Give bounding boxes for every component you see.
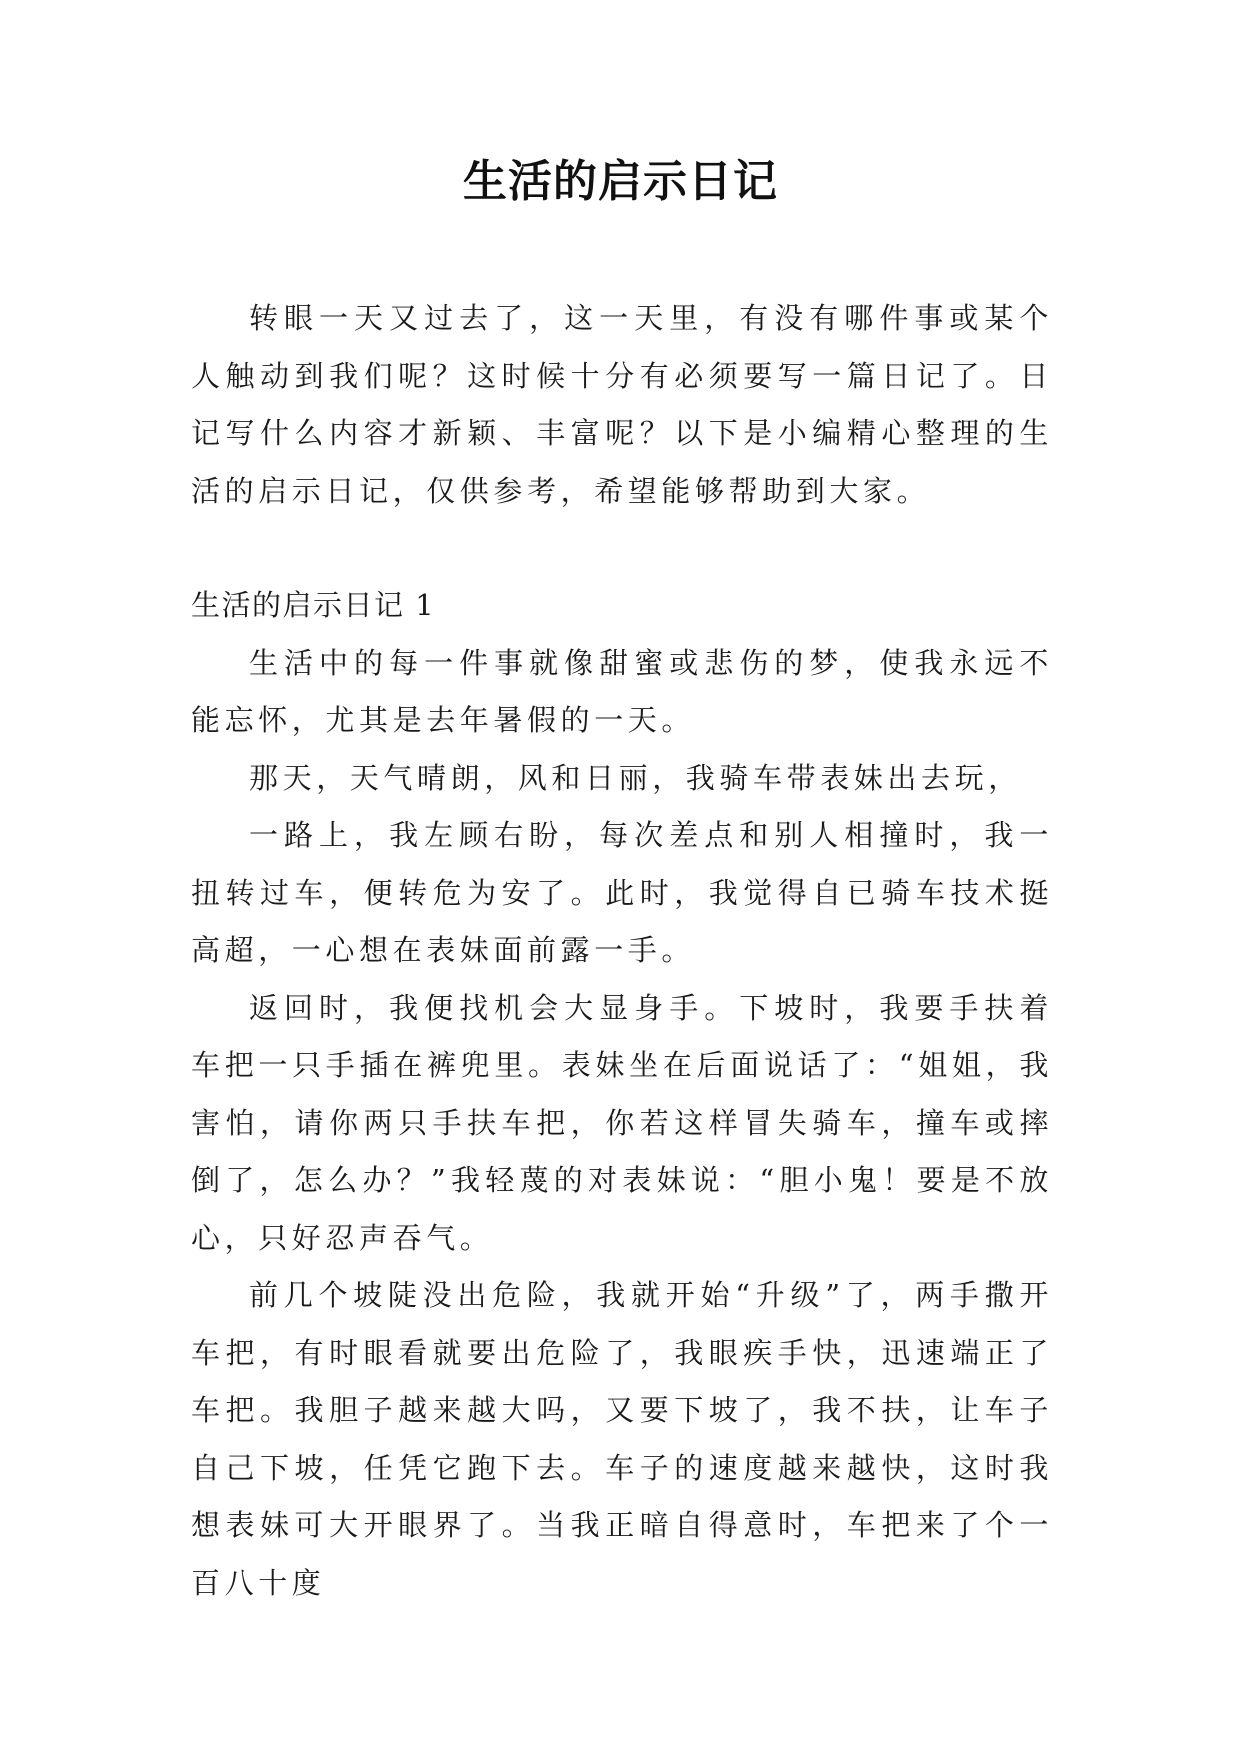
paragraph: 一路上，我左顾右盼，每次差点和别人相撞时，我一扭转过车，便转危为安了。此时，我觉得自已骑车技术挺高超，一心想在表妹面前露一手。 [191,818,1053,967]
document-title: 生活的启示日记 [463,156,778,207]
intro-block [191,290,1053,520]
paragraph: 返回时，我便找机会大显身手。下坡时，我要手扶着车把一只手插在裤兜里。表妹坐在后面说话了：“姐姐，我害怕，请你两只手扶车把，你若这样冒失骑车，撞车或摔倒了，怎么办？”我轻蔑的对表妹说：“胆小鬼！要是不放心，只好忍声吞气。 [191,990,1053,1255]
paragraph: 那天，天气晴朗，风和日丽，我骑车带表妹出去玩， [249,760,1022,795]
paragraph: 前几个坡陡没出危险，我就开始“升级”了，两手撒开车把，有时眼看就要出危险了，我眼疾手快，迅速端正了车把。我胆子越来越大吗，又要下坡了，我不扶，让车子自己下坡，任凭它跑下去。车子的速度越来越快，这时我想表妹可大开眼界了。当我正暗自得意时，车把来了个一百八十度 [191,1278,1053,1600]
diary-section-1 [191,577,1053,1612]
intro-paragraph: 转眼一天又过去了，这一天里，有没有哪件事或某个人触动到我们呢？这时候十分有必须要写一篇日记了。日记写什么内容才新颖、丰富呢？以下是小编精心整理的生活的启示日记，仅供参考，希望能够帮助到大家。 [191,301,1053,508]
paragraph: 生活中的每一件事就像甜蜜或悲伤的梦，使我永远不能忘怀，尤其是去年暑假的一天。 [191,645,1053,737]
section-heading: 生活的启示日记 1 [191,588,436,622]
